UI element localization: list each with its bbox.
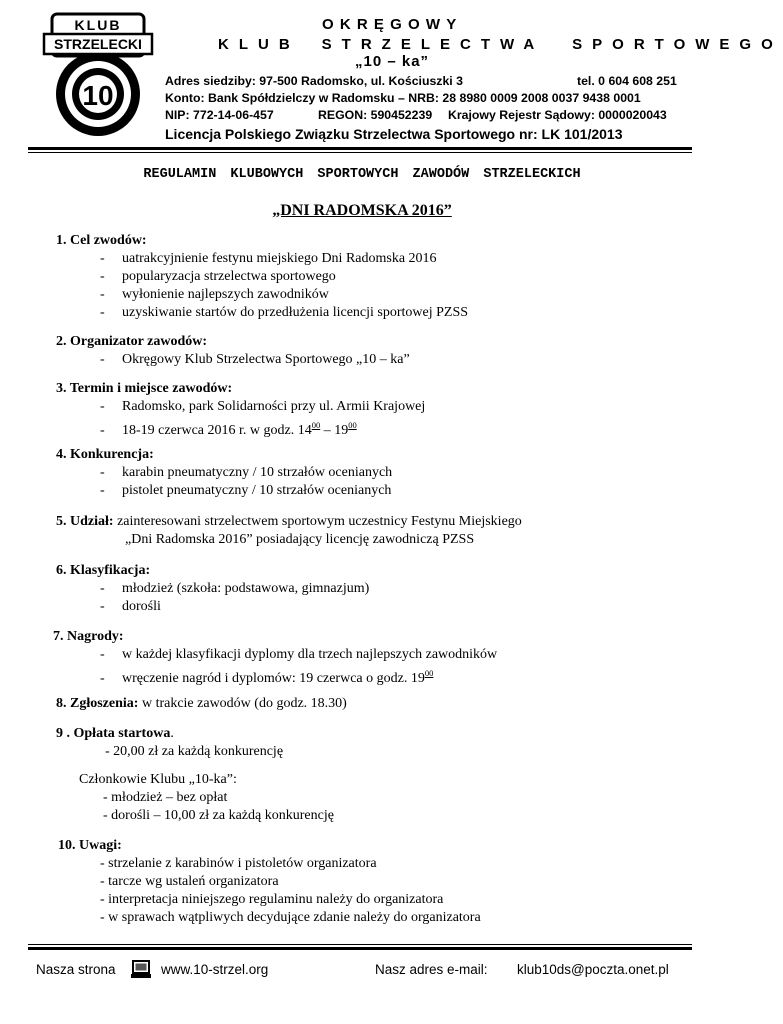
club-logo — [38, 12, 160, 138]
footer-site-link[interactable]: www.10-strzel.org — [161, 962, 269, 977]
header-club-name: „10 – ka” — [355, 53, 430, 70]
section-10-heading: 10. Uwagi: — [58, 838, 122, 853]
event-title: „DNI RADOMSKA 2016” — [272, 202, 452, 219]
header-nip: NIP: 772-14-06-457 — [165, 108, 274, 122]
footer-rule-thick — [28, 947, 692, 950]
list-item: - popularyzacja strzelectwa sportowego — [100, 269, 336, 284]
list-item: - młodzież – bez opłat — [103, 790, 228, 805]
members-label: Członkowie Klubu „10-ka”: — [79, 772, 237, 787]
section-5: 5. Udział: zainteresowani strzelectwem sportowym uczestnicy Festynu Miejskiego — [56, 514, 522, 529]
computer-icon — [130, 960, 152, 980]
header-word-klub: KLUB — [218, 36, 300, 53]
section-7-heading: 7. Nagrody: — [53, 629, 124, 644]
list-item: - uatrakcyjnienie festynu miejskiego Dni Radomska 2016 — [100, 251, 437, 266]
list-item: - w sprawach wątpliwych decydujące zdanie należy do organizatora — [100, 910, 481, 925]
list-item: - Radomsko, park Solidarności przy ul. Armii Krajowej — [100, 399, 426, 414]
section-1-heading: 1. Cel zwodów: — [56, 233, 147, 248]
list-item: - dorośli — [100, 599, 161, 614]
section-6-heading: 6. Klasyfikacja: — [56, 563, 151, 578]
header-phone: tel. 0 604 608 251 — [577, 74, 677, 88]
list-item: - młodzież (szkoła: podstawowa, gimnazjum) — [100, 581, 370, 596]
header-address: Adres siedziby: 97-500 Radomsko, ul. Kościuszki 3 — [165, 74, 463, 88]
section-9-heading: 9 . Opłata startowa. — [56, 726, 174, 741]
footer-site-label: Nasza strona — [36, 962, 116, 977]
logo-band-text: STRZELECKI — [54, 36, 142, 52]
header-klub-line — [218, 36, 783, 53]
logo-top-text: KLUB — [74, 17, 122, 33]
header-krs: Krajowy Rejestr Sądowy: 0000020043 — [448, 108, 667, 122]
section-8: 8. Zgłoszenia: w trakcie zawodów (do godz. 18.30) — [56, 696, 347, 711]
fee-line: - 20,00 zł za każdą konkurencję — [105, 744, 284, 759]
header-rule-thin — [28, 152, 692, 153]
list-item: - pistolet pneumatyczny / 10 strzałów ocenianych — [100, 483, 392, 498]
logo-number: 10 — [82, 80, 114, 111]
header-rule-thick — [28, 147, 692, 150]
list-item: - w każdej klasyfikacji dyplomy dla trzech najlepszych zawodników — [100, 647, 498, 662]
list-item: - Okręgowy Klub Strzelectwa Sportowego „10 – ka” — [100, 352, 410, 367]
header-bank-account: Konto: Bank Spółdzielczy w Radomsku – NRB: 28 8980 0009 2008 0037 9438 0001 — [165, 91, 641, 105]
footer-rule-thin — [28, 944, 692, 945]
list-item: - tarcze wg ustaleń organizatora — [100, 874, 279, 889]
list-item-date: - 18-19 czerwca 2016 r. w godz. $14^{00} - 19^{00}$ — [100, 420, 357, 438]
document-title: REGULAMIN KLUBOWYCH SPORTOWYCH ZAWODÓW STRZELECKICH — [143, 167, 581, 182]
section-5-continuation: „Dni Radomska 2016” posiadający licencję zawodniczą PZSS — [125, 532, 475, 547]
section-2-heading: 2. Organizator zawodów: — [56, 334, 207, 349]
header-word-strzelectwa: STRZELECTWA — [321, 36, 545, 53]
list-item: - uzyskiwanie startów do przedłużenia licencji sportowej PZSS — [100, 305, 469, 320]
list-item: - wyłonienie najlepszych zawodników — [100, 287, 329, 302]
list-item: - karabin pneumatyczny / 10 strzałów ocenianych — [100, 465, 393, 480]
header-okregowy: OKRĘGOWY — [322, 16, 463, 33]
footer-email-label: Nasz adres e-mail: — [375, 962, 488, 977]
section-4-heading: 4. Konkurencja: — [56, 447, 154, 462]
header-license: Licencja Polskiego Związku Strzelectwa Sportowego nr: LK 101/2013 — [165, 126, 623, 142]
list-item-award: - wręczenie nagród i dyplomów: 19 czerwca o godz. $19^{00}$ — [100, 668, 434, 686]
footer-email-link[interactable]: klub10ds@poczta.onet.pl — [517, 962, 669, 977]
header-regon: REGON: 590452239 — [318, 108, 433, 122]
list-item: - interpretacja niniejszego regulaminu należy do organizatora — [100, 892, 444, 907]
list-item: - strzelanie z karabinów i pistoletów organizatora — [100, 856, 377, 871]
section-3-heading: 3. Termin i miejsce zawodów: — [56, 381, 233, 396]
list-item: - dorośli – 10,00 zł za każdą konkurencję — [103, 808, 334, 823]
header-word-sportowego: SPORTOWEGO — [572, 36, 783, 53]
